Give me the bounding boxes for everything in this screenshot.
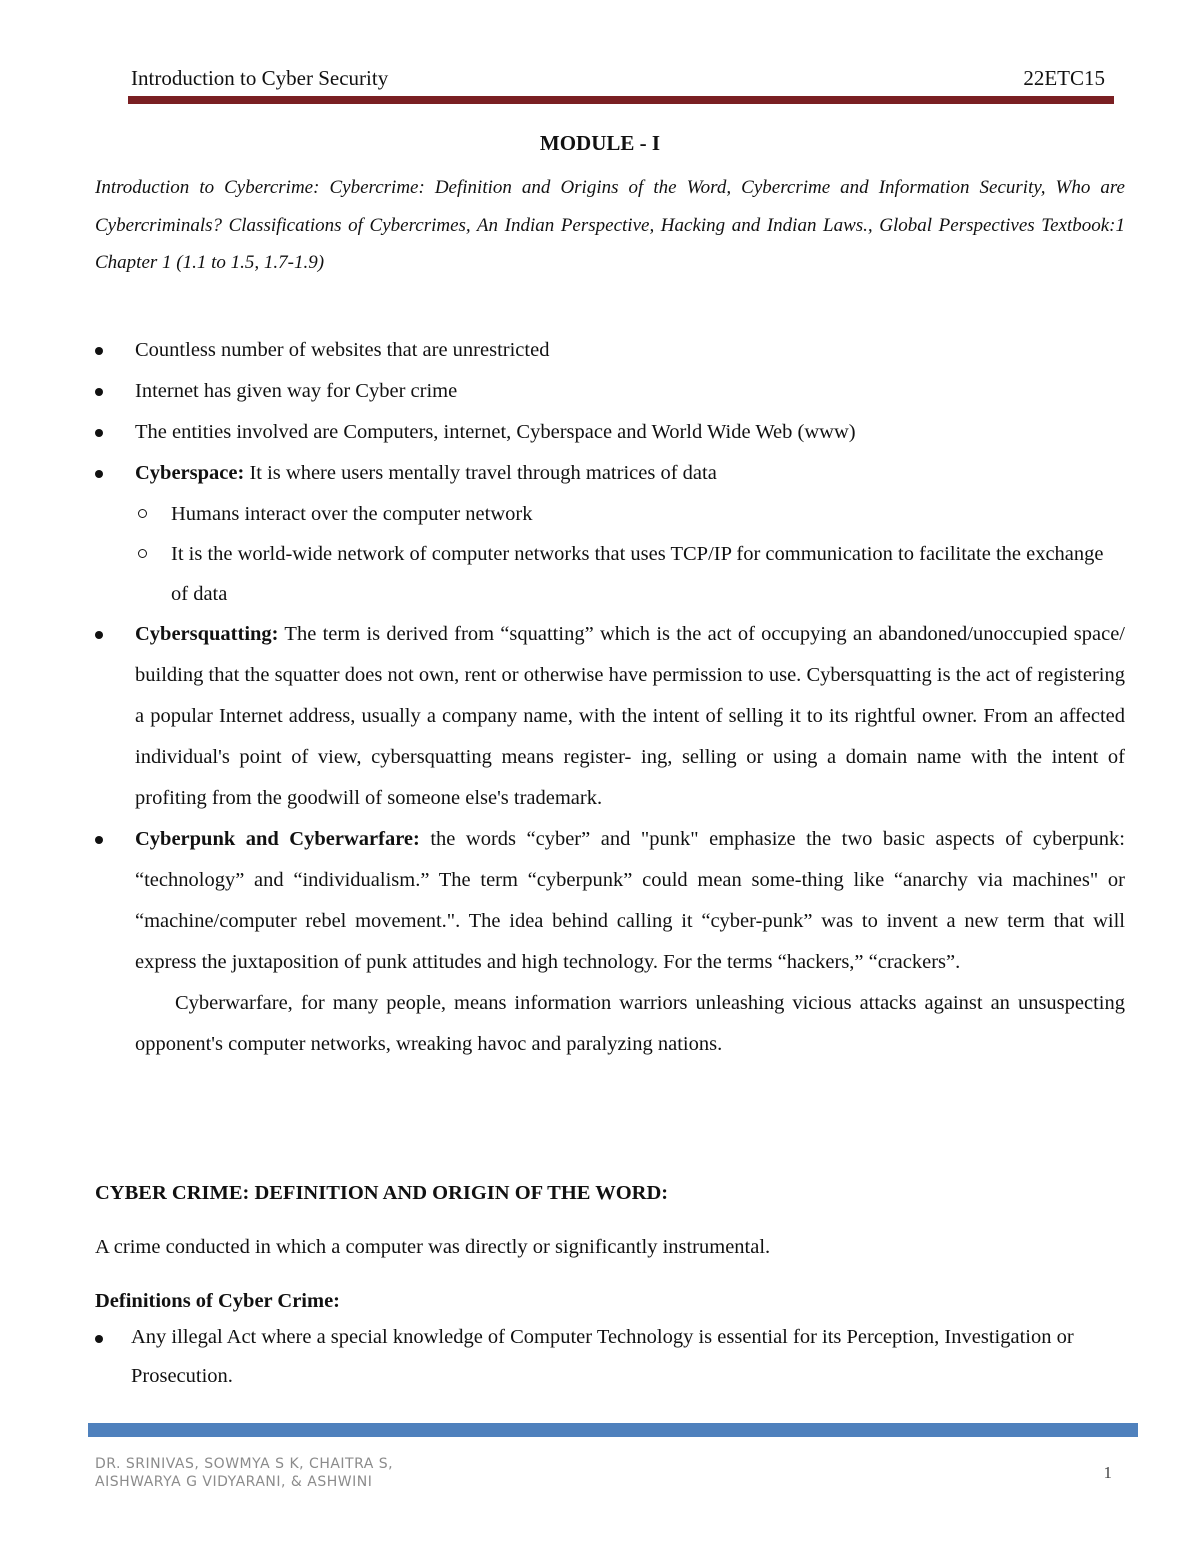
footer-bar [88,1423,1138,1437]
section-title: CYBER CRIME: DEFINITION AND ORIGIN OF THE WORD: [95,1182,669,1204]
list-item-cyberspace: Cyberspace: It is where users mentally travel through matrices of data Humans interact over the computer network It is the world-wide network of computer networks that uses TCP/IP for communication to facilitate the exchange of data [95,453,1125,614]
section-text: A crime conducted in which a computer was directly or significantly instrumental. [95,1236,771,1258]
hollow-bullet-icon [138,509,147,518]
term-cyberpunk: Cyberpunk and Cyberwarfare: [135,828,420,850]
list-item-cyberpunk: Cyberpunk and Cyberwarfare: the words “cyber” and "punk" emphasize the two basic aspects of cyberpunk: “technology” and “individualism.” The term “cyberpunk” could mean some-thing like “anarchy via machines" or “machine/computer rebel movement.". The idea behind calling it “cyber-punk” was to invent a new term that will express the juxtaposition of punk attitudes and high technology. For the terms “hackers,” “crackers”. Cyberwarfare, for many people, means information warriors unleashing vicious attacks against an unsuspecting opponent's computer networks, wreaking havoc and paralyzing nations. [95,819,1125,1065]
header-rule [128,96,1114,104]
footer-authors [95,1455,393,1491]
module-syllabus: Introduction to Cybercrime: Cybercrime: Definition and Origins of the Word, Cybercrime and Information Security, Who are Cybercriminals? Classifications of Cybercrimes, An Indian Perspective, Hacking and Indian Laws., Global Perspectives Textbook:1 Chapter 1 (1.1 to 1.5, 1.7-1.9) [95,177,1125,273]
term-cyberspace: Cyberspace: [135,462,245,484]
bullet-icon [95,470,103,478]
term-cybersquatting: Cybersquatting: [135,623,279,645]
header-course-code: 22ETC15 [1023,66,1105,90]
bullet-icon [95,836,103,844]
header-title: Introduction to Cyber Security [131,66,389,90]
main-content [95,330,1125,1065]
hollow-bullet-icon [138,549,147,558]
list-item: The entities involved are Computers, internet, Cyberspace and World Wide Web (www) [95,412,1125,453]
module-heading: MODULE - I [539,131,661,155]
authors-line-1: DR. SRINIVAS, SOWMYA S K, CHAITRA S, [95,1456,394,1472]
sub-list [135,494,1125,614]
list-item-cybersquatting: Cybersquatting: The term is derived from “squatting” which is the act of occupying an abandoned/unoccupied space/ building that the squatter does not own, rent or otherwise have permission to use. Cybersquatting is the act of registering a popular Internet address, usually a company name, with the intent of selling it to its rightful owner. From an affected individual's point of view, cybersquatting means register- ing, selling or using a domain name with the intent of profiting from the goodwill of someone else's trademark. [95,614,1125,819]
definitions-list [95,1318,1125,1396]
sub-list-item: Humans interact over the computer network [135,494,1125,534]
list-item: Countless number of websites that are unrestricted [95,330,1125,371]
bullet-icon [95,347,103,355]
list-item: Internet has given way for Cyber crime [95,371,1125,412]
bullet-icon [95,631,103,639]
cyberwarfare-paragraph: Cyberwarfare, for many people, means information warriors unleashing vicious attacks against an unsuspecting opponent's computer networks, wreaking havoc and paralyzing nations. [135,992,1125,1055]
authors-line-2: AISHWARYA G VIDYARANI, & ASHWINI [95,1474,373,1490]
sub-list-item: It is the world-wide network of computer networks that uses TCP/IP for communication to facilitate the exchange of data [135,534,1125,614]
definitions-title: Definitions of Cyber Crime: [95,1290,341,1312]
bullet-icon [95,388,103,396]
bullet-icon [95,429,103,437]
bullet-icon [95,1335,103,1343]
bullet-list [95,330,1125,1065]
page-number: 1 [1103,1463,1112,1482]
list-item: Any illegal Act where a special knowledge of Computer Technology is essential for its Perception, Investigation or Prosecution. [95,1318,1125,1396]
